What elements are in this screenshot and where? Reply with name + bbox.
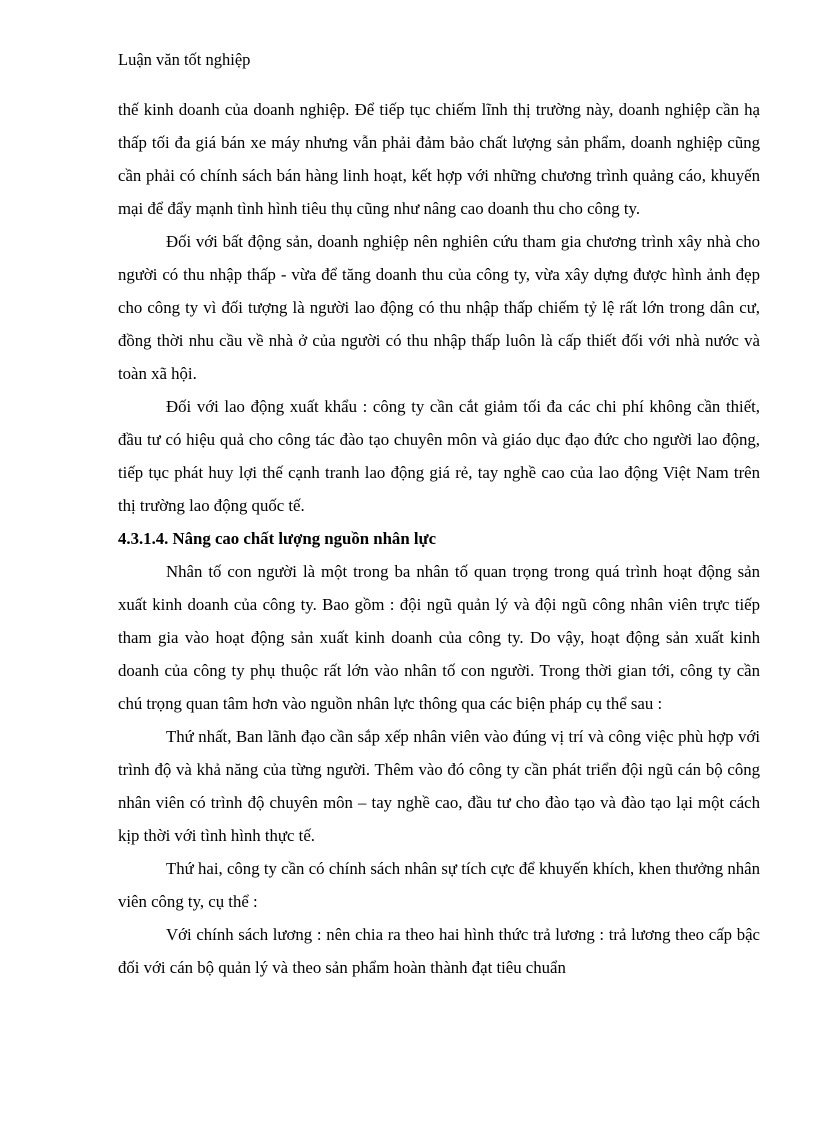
paragraph-human-factor: Nhân tố con người là một trong ba nhân tố quan trọng trong quá trình hoạt động sản xuất kinh doanh của công ty. Bao gồm : đội ngũ quản lý và đội ngũ công nhân viên trực tiếp tham gia vào hoạt động sản xuất kinh doanh của công ty. Do vậy, hoạt động sản xuất kinh doanh của công ty phụ thuộc rất lớn vào nhân tố con người. Trong thời gian tới, công ty cần chú trọng quan tâm hơn vào nguồn nhân lực thông qua các biện pháp cụ thể sau : bbox=[118, 562, 760, 713]
paragraph-second-measure: Thứ hai, công ty cần có chính sách nhân sự tích cực để khuyến khích, khen thưởng nhân viên công ty, cụ thể : bbox=[118, 859, 760, 911]
body-text bbox=[118, 93, 760, 984]
paragraph-continued: thế kinh doanh của doanh nghiệp. Để tiếp tục chiếm lĩnh thị trường này, doanh nghiệp cần hạ thấp tối đa giá bán xe máy nhưng vẫn phải đảm bảo chất lượng sản phẩm, doanh nghiệp cũng cần phải có chính sách bán hàng linh hoạt, kết hợp với những chương trình quảng cáo, khuyến mại để đẩy mạnh tình hình tiêu thụ cũng như nâng cao doanh thu cho công ty. bbox=[118, 100, 760, 218]
paragraph-real-estate: Đối với bất động sản, doanh nghiệp nên nghiên cứu tham gia chương trình xây nhà cho người có thu nhập thấp - vừa để tăng doanh thu của công ty, vừa xây dựng được hình ảnh đẹp cho công ty vì đối tượng là người lao động có thu nhập thấp chiếm tỷ lệ rất lớn trong dân cư, đồng thời nhu cầu về nhà ở của người có thu nhập thấp luôn là cấp thiết đối với nhà nước và toàn xã hội. bbox=[118, 232, 760, 383]
paragraph-salary-policy: Với chính sách lương : nên chia ra theo hai hình thức trả lương : trả lương theo cấp bậc đối với cán bộ quản lý và theo sản phẩm hoàn thành đạt tiêu chuẩn bbox=[118, 925, 760, 977]
paragraph-labor-export: Đối với lao động xuất khẩu : công ty cần cắt giảm tối đa các chi phí không cần thiết, đầu tư có hiệu quả cho công tác đào tạo chuyên môn và giáo dục đạo đức cho người lao động, tiếp tục phát huy lợi thế cạnh tranh lao động giá rẻ, tay nghề cao của lao động Việt Nam trên thị trường lao động quốc tế. bbox=[118, 397, 760, 515]
running-header: Luận văn tốt nghiệp bbox=[118, 50, 251, 69]
paragraph-first-measure: Thứ nhất, Ban lãnh đạo cần sắp xếp nhân viên vào đúng vị trí và công việc phù hợp với trình độ và khả năng của từng người. Thêm vào đó công ty cần phát triển đội ngũ cán bộ công nhân viên có trình độ chuyên môn – tay nghề cao, đầu tư cho đào tạo và đào tạo lại một cách kịp thời với tình hình thực tế. bbox=[118, 727, 760, 845]
section-heading: 4.3.1.4. Nâng cao chất lượng nguồn nhân lực bbox=[118, 529, 437, 548]
